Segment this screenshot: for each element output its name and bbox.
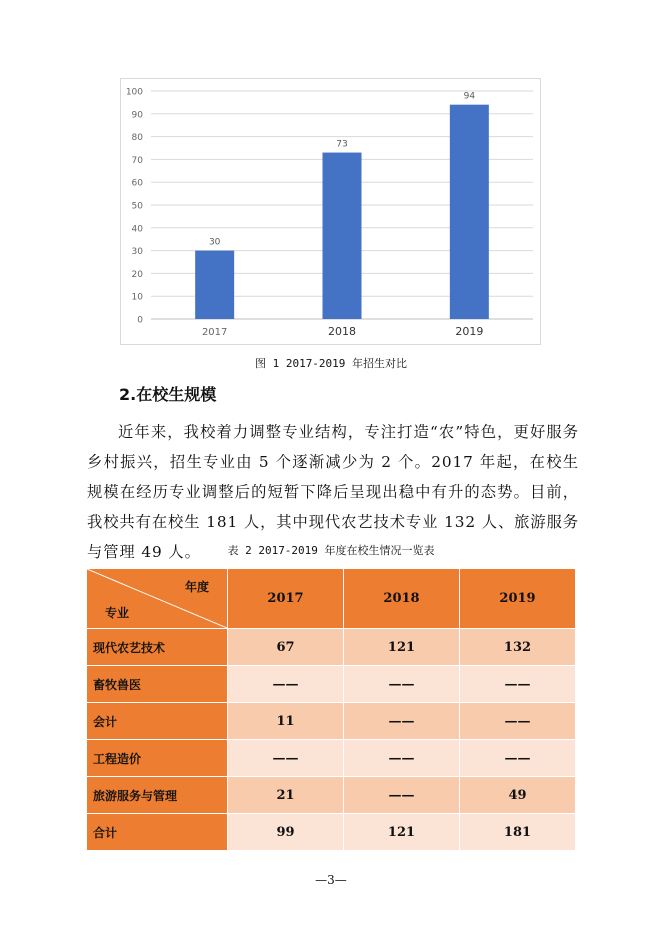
y-tick-label: 80 (131, 133, 143, 144)
table-cell: —— (344, 666, 460, 703)
table-row (87, 703, 576, 740)
table-cell: —— (228, 740, 344, 777)
table-cell: 67 (228, 629, 344, 666)
y-tick-label: 60 (131, 178, 143, 189)
y-tick-label: 90 (131, 110, 143, 121)
body-paragraph: 近年来，我校着力调整专业结构，专注打造“农”特色，更好服务乡村振兴，招生专业由 5 个逐渐减少为 2 个。2017 年起，在校生规模在经历专业调整后的短暂下降后呈现出稳中有升的态势。目前，我校共有在校生 181 人，其中现代农艺技术专业 132 人、旅游服务与管理 49 人。 (87, 423, 579, 561)
table-cell: —— (228, 666, 344, 703)
data-label: 73 (336, 139, 348, 150)
row-label: 现代农艺技术 (87, 629, 228, 666)
table-cell: —— (460, 740, 576, 777)
bar-2018 (323, 153, 362, 319)
table-row (87, 629, 576, 666)
section-heading: 2.在校生规模 (119, 385, 217, 404)
x-tick-label: 2018 (328, 325, 356, 338)
figure-caption: 图 1 2017-2019 年招生对比 (254, 357, 408, 370)
table-cell: 21 (228, 777, 344, 814)
y-tick-label: 10 (131, 292, 143, 303)
table-row (87, 666, 576, 703)
y-tick-label: 50 (131, 201, 143, 212)
table-cell: 11 (228, 703, 344, 740)
table-cell: —— (344, 777, 460, 814)
y-tick-label: 40 (131, 224, 143, 235)
row-label: 合计 (87, 814, 228, 851)
table-cell: 121 (344, 629, 460, 666)
page-number: —3— (315, 873, 347, 887)
table-cell: —— (344, 703, 460, 740)
corner-year-label: 年度 (184, 580, 209, 594)
chart-svg (121, 79, 542, 346)
corner-cell (87, 569, 228, 629)
x-tick-label: 2019 (455, 325, 484, 338)
y-tick-label: 70 (131, 155, 143, 166)
row-label: 畜牧兽医 (87, 666, 228, 703)
table-header-row (87, 569, 576, 629)
corner-major-label: 专业 (105, 606, 130, 620)
enrollment-bar-chart (120, 78, 541, 345)
table-cell: 181 (460, 814, 576, 851)
table-row (87, 777, 576, 814)
table-cell: 132 (460, 629, 576, 666)
y-tick-label: 100 (125, 87, 143, 98)
row-label: 工程造价 (87, 740, 228, 777)
y-tick-label: 20 (131, 269, 143, 280)
header-cell: 2019 (460, 569, 576, 629)
table-caption: 表 2 2017-2019 年度在校生情况一览表 (227, 544, 435, 557)
enrollment-table (86, 568, 576, 851)
table-cell: —— (460, 666, 576, 703)
y-tick-label: 30 (131, 247, 143, 258)
table-row (87, 740, 576, 777)
x-tick-label: 2017 (201, 327, 228, 338)
data-label: 30 (208, 237, 221, 248)
table-cell: 99 (228, 814, 344, 851)
table-cell: 49 (460, 777, 576, 814)
row-label: 旅游服务与管理 (87, 777, 228, 814)
table-cell: —— (344, 740, 460, 777)
table-row (87, 814, 576, 851)
header-cell: 2018 (344, 569, 460, 629)
y-tick-label: 0 (137, 315, 143, 326)
table-cell: 121 (344, 814, 460, 851)
data-label: 94 (463, 91, 476, 102)
table-cell: —— (460, 703, 576, 740)
bar-2017 (195, 251, 234, 319)
row-label: 会计 (87, 703, 228, 740)
header-cell: 2017 (228, 569, 344, 629)
bar-2019 (450, 105, 489, 319)
